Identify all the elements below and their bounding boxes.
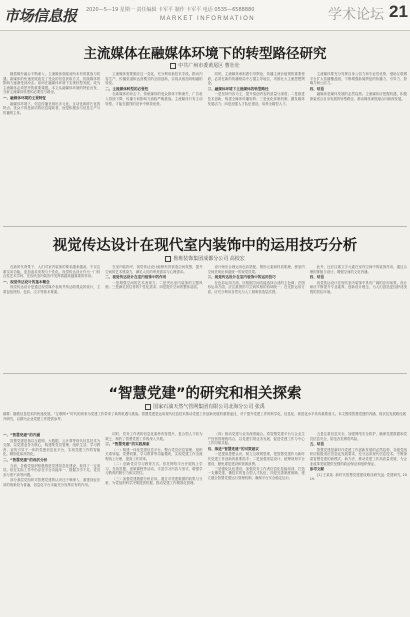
paragraph: 视觉传达设计是通过视觉媒介表现并传达给观众的设计，主要包括图形、色彩、文字等基本要素。 <box>3 285 101 294</box>
subheading: 参考文献 <box>309 467 325 472</box>
article-column <box>208 265 305 370</box>
article-column <box>105 432 202 614</box>
section-divider <box>3 373 407 374</box>
section-title: 学术论坛 <box>328 7 384 23</box>
paragraph: 融媒体是媒体发展的必然趋势。主流媒体应把握机遇，积极探索适合自身发展的转型路径，推动媒体深度融合向纵深发展。 <box>309 92 407 101</box>
article-column <box>3 265 100 370</box>
subheading: 三、融媒体环境下主流媒体的转型路径 <box>207 86 269 91</box>
subheading: 四、推进“智慧党建”的对策建议 <box>207 446 259 451</box>
paragraph: 当前，各级党组织积极推进党建信息化建设，取得了一定成效。但在实际工作中仍存在平台功能单一、数据共享不足、党员参与度不高等问题。 <box>3 463 101 477</box>
paragraph: 同时，主流媒体承担着引导舆论、传播主流价值观的重要使命，必须在新的传播格局中占据主导地位，巩固壮大主流思想舆论。 <box>207 72 305 86</box>
subheading: 一、“智慧党建”的内涵 <box>3 433 41 437</box>
article-title: 视觉传达设计在现代室内装饰中的运用技巧分析 <box>52 238 358 254</box>
author-marker-icon <box>170 63 176 69</box>
article-author <box>0 403 410 410</box>
section-divider <box>3 226 407 227</box>
issue-meta: 2020—5—19 星期一 责任编辑 卡军平 制作 卡军平 电话 0535—6588880 <box>86 7 255 13</box>
article-column <box>310 72 407 224</box>
paragraph: 五是注重信息安全，加强网络安全防护，确保党建数据和党员信息安全，防范各类网络风险。 <box>309 432 407 441</box>
article-column <box>310 265 407 370</box>
paragraph: 此外，还应注重文字元素在室内空间中的装饰作用，通过合理的排版与设计，增强空间的文化内涵。 <box>309 265 407 274</box>
article-column <box>105 72 202 224</box>
author-marker-icon <box>145 404 151 410</box>
paragraph: 在室内装饰中，视觉传达设计能够有效营造空间氛围，提升空间的艺术感染力，满足人们的审美需求与心理需求。 <box>105 265 203 274</box>
subheading: 四、结语 <box>309 275 325 280</box>
article-body <box>3 72 407 224</box>
paragraph: 设计师应合理运用色彩搭配、图形元素和材质肌理，使室内空间呈现出和谐统一的视觉效果。 <box>207 265 305 274</box>
paragraph: 在新时代背景下，人们对室内装饰的要求越来越高，不仅注重实用功能，更加追求美观与个性化。视觉传达设计作为一门综合性艺术学科，在现代室内装饰中发挥着越来越重要的作用。 <box>3 265 101 279</box>
article-body <box>3 432 407 614</box>
paragraph: （四）推动党建与业务深度融合。将智慧党建平台与企业生产经营管理相结合，以党建引领业务发展，促进党建工作与中心工作同频共振。 <box>207 432 305 446</box>
subheading: 二、“智慧党建”的现状分析 <box>3 457 48 462</box>
newspaper-logo: 市场信息报 <box>4 7 77 25</box>
paragraph: 在色彩运用方面，应根据空间功能选择合适的主色调；在图形运用方面，应注重图形与空间风格的协调统一；在光影运用方面，应充分利用自然光与人工照明营造层次感。 <box>207 280 305 294</box>
paragraph: 一是坚持内容为王，提升原创内容的质量与深度；二是推进技术创新，构建全媒体传播矩阵；三是优化体制机制，激发媒体发展活力；四是加强人才队伍建设，培养全媒型人才。 <box>207 92 305 106</box>
paragraph: 随着媒介融合不断深入，主流媒体面临前所未有的挑战与机遇。新媒体的快速发展改变了受众的信息获取方式，传统媒体的影响力逐渐受到冲击。如何在融媒体环境下实现转型发展，成为主流媒体必须思考的重要课题。本文从融媒体环境的特征出发，分析主流媒体转型的必要性与路径。 <box>3 72 101 95</box>
article-author <box>0 255 410 262</box>
subheading: 二、视觉传达设计在室内装饰中的作用 <box>105 275 167 280</box>
author-marker-icon <box>165 256 171 262</box>
subheading: 一、视觉传达设计的基本概念 <box>3 279 50 284</box>
paragraph: 三是强化队伍建设，加强党务工作者信息化技能培训，打造一支懂党建、懂技术的复合型人才队伍；四是完善制度保障，建立健全智慧党建运行管理机制，确保平台安全稳定运行。 <box>207 466 305 480</box>
paragraph: （三）加强党建数据分析应用。通过对党建数据的收集与分析，为党组织科学决策提供依据，推动党建工作精准化管理。 <box>105 476 203 486</box>
subheading: 四、结语 <box>309 86 325 91</box>
paragraph: 主流媒体需要顺应这一变化，充分利用新技术手段，推动内容生产、传播渠道和运营模式的全面创新，实现从相加到相融的转变。 <box>105 72 203 86</box>
paragraph: 智慧党建是指以互联网、大数据、云计算等现代信息技术为支撑，以党建业务为核心，构建集党员管理、组织生活、学习教育、宣传引导于一体的党建信息化平台，实现党建工作的智能化、精细化和高效化。 <box>3 438 101 457</box>
paragraph: 视觉传达设计在现代室内装饰中具有广阔的应用前景。设计师应不断提升专业素养，创新设计理念，为人们创造更加舒适美观的居住环境。 <box>309 280 407 294</box>
article-body <box>3 265 407 370</box>
article-abstract: 摘要：随着信息技术的快速发展，“互联网+”时代的到来为党建工作带来了新的机遇与挑战。智慧党建是运用现代信息技术推动党建工作创新发展的重要途径，对于提升党建工作的科学化、信息化、规范化水平具有重要意义。本文围绕智慧党建的内涵、现状及发展路径展开研究，以期为企业党建工作提供参考。 <box>3 412 407 421</box>
article-column <box>208 432 305 614</box>
author-name: 中共广州市委黄尾区 曹壮壮 <box>178 63 240 69</box>
article-column <box>208 72 305 224</box>
article-column <box>310 432 407 614</box>
article-column <box>105 265 202 370</box>
paragraph: 一是提高思想认识，树立互联网思维，把智慧党建作为新时代党建工作创新的重要抓手；二是加强顶层设计，统筹规划平台建设，避免重复建设和资源浪费。 <box>207 452 305 466</box>
paragraph: 主流媒体要充分发挥自身公信力和专业性优势，借助互联网平台扩大传播覆盖面，不断增强新闻舆论的传播力、引导力、影响力和公信力。 <box>309 72 407 86</box>
author-name: 鲁班装饰集团成都分公司 高校宏 <box>173 256 245 262</box>
article-author <box>0 62 410 69</box>
article-column <box>3 72 100 224</box>
paragraph: 智慧党建是新时代党建工作创新发展的必然趋势。各级党组织应积极适应信息化发展要求，充分运用现代信息技术，不断探索智慧党建的新模式、新方法，推动党建工作高质量发展，为企业改革发展提供坚强的政治保证和组织保证。 <box>309 447 407 466</box>
subheading: 三、视觉传达设计在室内装饰中的运用技巧 <box>207 275 276 280</box>
subheading: 二、主流媒体转型的必要性 <box>105 86 149 91</box>
article-title: 主流媒体在融媒体环境下的转型路径研究 <box>83 46 327 62</box>
subheading: 三、“智慧党建”的实践探索 <box>105 442 150 447</box>
masthead <box>0 0 410 31</box>
article-column <box>3 432 100 614</box>
paragraph: 融媒体环境下，信息传播呈现出多元化、互动化和碎片化的特点。受众不再是被动的信息接收者，而是积极参与信息生产与传播的主体。 <box>3 101 101 115</box>
paragraph: 部分基层党组织对智慧党建的认识还不够深入，重建设轻应用的现象较为普遍，信息化平台未能充分发挥应有的作用。 <box>3 477 101 487</box>
article-title: “智慧党建”的研究和相关探索 <box>108 386 302 402</box>
page-number: 21 <box>389 2 408 21</box>
paragraph: 同时，党务工作者的信息化素养有待提升，复合型人才较为缺乏，制约了智慧党建工作的深入开展。 <box>105 432 203 441</box>
author-name: 国家石油天然气管网集团有限公司北海分公司 张禹 <box>153 404 265 410</box>
newspaper-english-name: MARKET INFORMATION <box>160 16 256 22</box>
paragraph: 在新媒体的冲击下，传统媒体的受众群体不断流失，广告收入持续下降，传播力和影响力面临严峻挑战。主流媒体只有主动转型，才能在激烈的竞争中保持优势。 <box>105 92 203 106</box>
paragraph: [1] 王某某. 新时代智慧党建建设路径研究[J]. 党建研究, 2019. <box>309 472 407 482</box>
subheading: 一、融媒体环境的主要特征 <box>3 95 47 100</box>
paragraph: 一是增强空间的艺术表现力；二是突出室内装饰的主题风格；三是满足居住者的个性化需求；四是提升空间的整体品质。 <box>105 280 203 290</box>
subheading: 五、结语 <box>309 442 325 447</box>
paragraph: （二）创新党员学习教育方式。依托网络平台开展线上学习、在线答题、视频课程等活动，丰富学习内容与形式，增强学习教育的吸引力和实效性。 <box>105 462 203 476</box>
paragraph: （一）构建一体化党建信息平台。整合党员信息管理、组织关系转接、党费收缴、学习教育等功能模块，实现党建工作全流程线上办理，提高工作效率。 <box>105 447 203 461</box>
